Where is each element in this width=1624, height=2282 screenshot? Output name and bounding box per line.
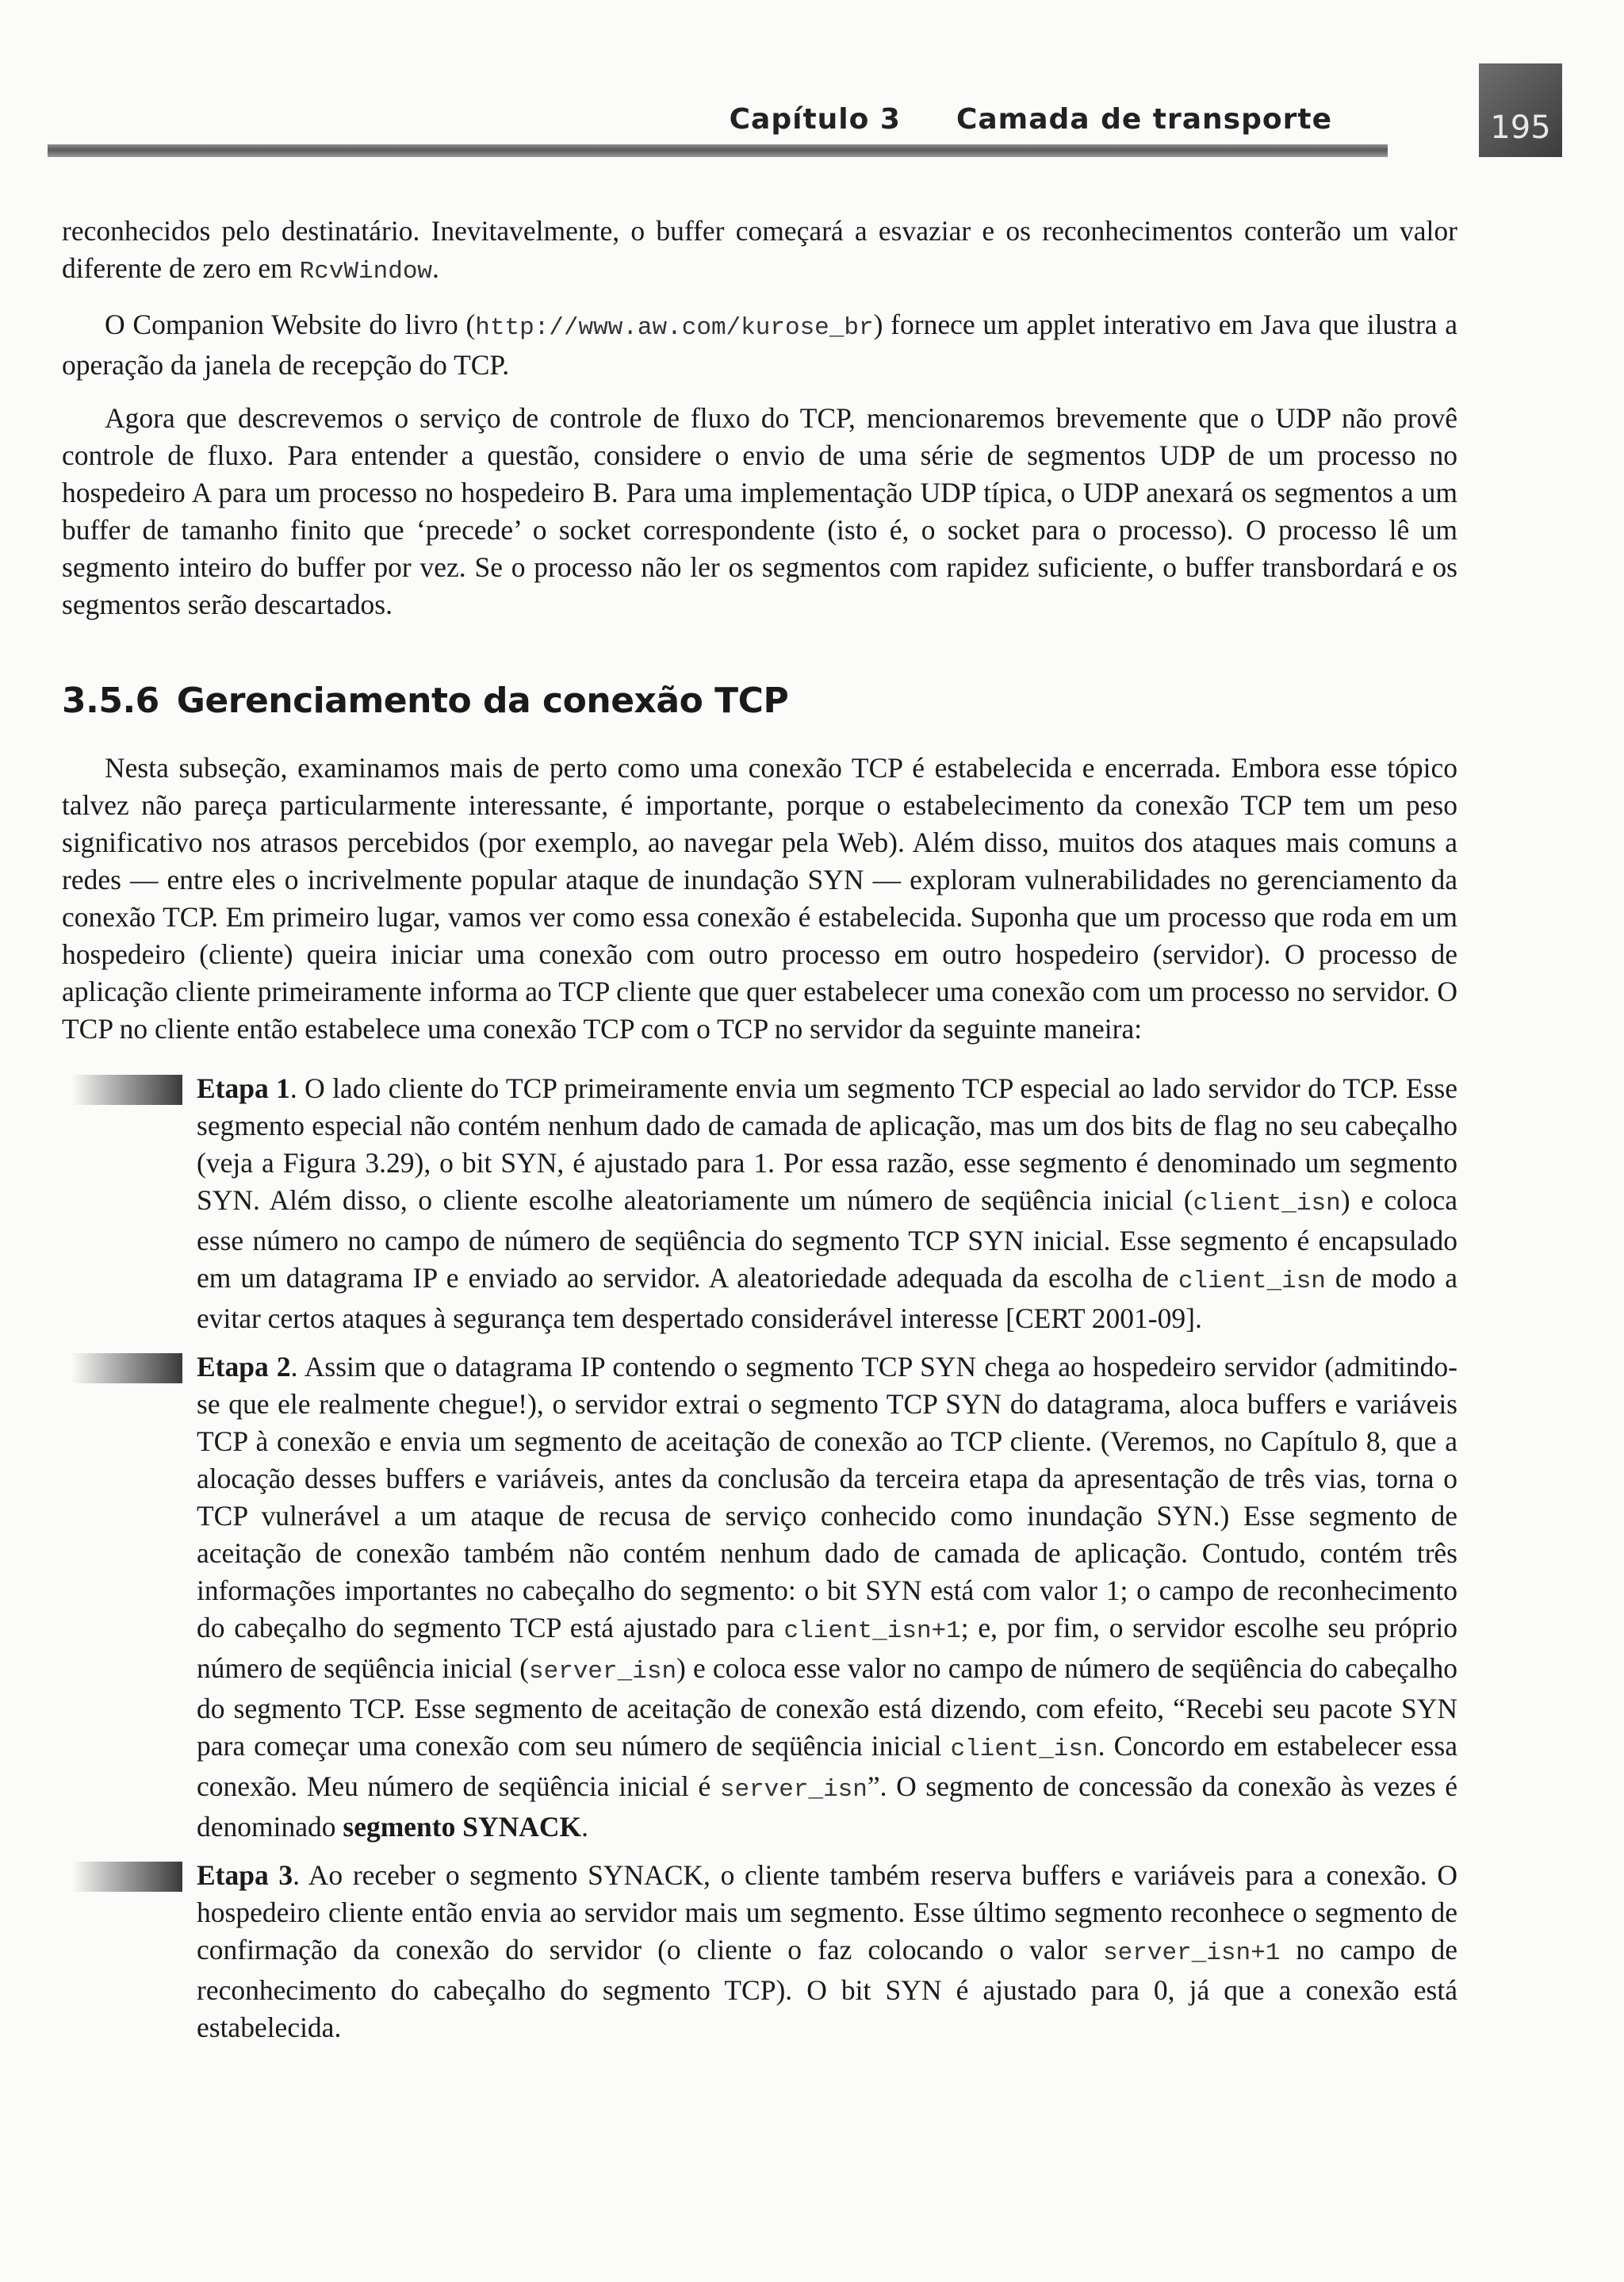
text-run: reconhecidos pelo destinatário. Inevitavelmente, o buffer começará a esvaziar e os reconhecimentos conterão um valor diferente de zero em: [62, 215, 1457, 284]
text-run: no campo de reconhecimento do cabeçalho do segmento TCP). O bit SYN é ajustado para 0, já que a conexão está estabelecida.: [197, 1934, 1457, 2043]
steps-list: [62, 1070, 1457, 2046]
text-run: ”. O segmento de concessão da conexão às vezes é denominado: [197, 1770, 1458, 1843]
chapter-title: Camada de transporte: [956, 103, 1332, 136]
text-run: ; e, por fim, o servidor escolhe seu próprio número de seqüência inicial (: [197, 1612, 1457, 1684]
bold-term: segmento SYNACK: [343, 1811, 582, 1843]
step-label: Etapa 2: [197, 1351, 291, 1383]
step-item: [62, 1348, 1457, 1846]
text-run: . Concordo em estabelecer essa conexão. Meu número de seqüência inicial é: [197, 1730, 1457, 1802]
running-header: [48, 95, 1562, 160]
paragraph: [62, 400, 1457, 623]
code-text: server_isn: [529, 1658, 677, 1686]
text-run: . Assim que o datagrama IP contendo o segmento TCP SYN chega ao hospedeiro servidor (admitindo-se que ele realmente chegue!), o servidor extrai o segmento TCP SYN do datagrama, aloca buffers e variáveis TCP à conexão e envia um segmento de aceitação de conexão ao TCP cliente. (Veremos, no Capítulo 8, que a alocação desses buffers e variáveis, antes da conclusão da terceira etapa da apresentação de três vias, torna o TCP vulnerável a um ataque de recusa de serviço conhecido como inundação SYN.) Esse segmento de aceitação de conexão também não contém nenhum dado de camada de aplicação. Contudo, contém três informações importantes no cabeçalho do segmento: o bit SYN está com valor 1; o campo de reconhecimento do cabeçalho do segmento TCP está ajustado para: [197, 1351, 1457, 1643]
step-label: Etapa 3: [197, 1859, 293, 1891]
page-number: 195: [1490, 109, 1551, 146]
header-rule: [48, 144, 1388, 157]
text-run: O Companion Website do livro (: [105, 309, 476, 340]
code-text: server_isn+1: [1103, 1939, 1281, 1967]
text-run: . Ao receber o segmento SYNACK, o cliente também reserva buffers e variáveis para a conexão. O hospedeiro cliente então envia ao servidor mais um segmento. Esse último segmento reconhece o segmento de confirmação da conexão do servidor (o cliente o faz colocando o valor: [197, 1859, 1457, 1966]
paragraph: [62, 213, 1457, 290]
step-marker: [71, 1353, 182, 1383]
page-number-box: [1479, 63, 1562, 157]
header-text: [730, 103, 1332, 136]
text-run: Nesta subseção, examinamos mais de perto como uma conexão TCP é estabelecida e encerrada. Embora esse tópico talvez não pareça particularmente interessante, é importante, porque o estabelecimento da conexão TCP tem um peso significativo nos atrasos percebidos (por exemplo, ao navegar pela Web). Além disso, muitos dos ataques mais comuns a redes — entre eles o incrivelmente popular ataque de inundação SYN — exploram vulnerabilidades no gerenciamento da conexão TCP. Em primeiro lugar, vamos ver como essa conexão é estabelecida. Suponha que um processo que roda em um hospedeiro (cliente) queira iniciar uma conexão com outro processo em outro hospedeiro (servidor). O processo de aplicação cliente primeiramente informa ao TCP cliente que quer estabelecer uma conexão com um processo no servidor. O TCP no cliente então estabelece uma conexão TCP com o TCP no servidor da seguinte maneira:: [62, 752, 1457, 1045]
paragraph: [62, 750, 1457, 1048]
section-title: Gerenciamento da conexão TCP: [176, 681, 789, 721]
text-run: .: [432, 252, 439, 284]
code-text: http://www.aw.com/kurose_br: [475, 314, 874, 342]
code-text: client_isn: [1193, 1190, 1341, 1218]
text-run: Agora que descrevemos o serviço de controle de fluxo do TCP, mencionaremos brevemente que o UDP não provê controle de fluxo. Para entender a questão, considere o envio de uma série de segmentos UDP de um processo no hospedeiro A para um processo no hospedeiro B. Para uma implementação UDP típica, o UDP anexará os segmentos a um buffer de tamanho finito que ‘precede’ o socket correspondente (isto é, o socket para o processo). O processo lê um segmento inteiro do buffer por vez. Se o processo não ler os segmentos com rapidez suficiente, o buffer transbordará e os segmentos serão descartados.: [62, 402, 1457, 620]
code-text: client_isn: [950, 1735, 1098, 1763]
code-text: client_isn: [1178, 1268, 1326, 1295]
chapter-label: Capítulo 3: [729, 103, 901, 136]
section-number: 3.5.6: [62, 681, 159, 721]
section-paragraphs: [62, 750, 1457, 1048]
text-run: .: [581, 1811, 588, 1843]
step-item: [62, 1070, 1457, 1337]
page-body: [62, 213, 1457, 2058]
text-run: de modo a evitar certos ataques à segurança tem despertado considerável interesse [CERT 2001-09].: [197, 1262, 1457, 1334]
code-text: client_isn+1: [783, 1617, 961, 1645]
step-marker: [71, 1075, 182, 1105]
text-run: ) e coloca esse valor no campo de número de seqüência do cabeçalho do segmento TCP. Esse segmento de aceitação de conexão está dizendo, com efeito, “Recebi seu pacote SYN para começar uma conexão com seu número de seqüência inicial: [197, 1652, 1457, 1762]
step-marker: [71, 1862, 182, 1892]
code-text: server_isn: [719, 1776, 868, 1804]
text-run: . O lado cliente do TCP primeiramente envia um segmento TCP especial ao lado servidor do TCP. Esse segmento especial não contém nenhum dado de camada de aplicação, mas um dos bits de flag no seu cabeçalho (veja a Figura 3.29), o bit SYN, é ajustado para 1. Por essa razão, esse segmento é denominado um segmento SYN. Além disso, o cliente escolhe aleatoriamente um número de seqüência inicial (: [197, 1072, 1457, 1216]
section-heading: [62, 682, 1457, 719]
text-run: ) fornece um applet interativo em Java que ilustra a operação da janela de recepção do TCP.: [62, 309, 1457, 381]
intro-paragraphs: [62, 213, 1457, 623]
code-text: RcvWindow: [299, 258, 433, 286]
step-label: Etapa 1: [197, 1072, 290, 1104]
text-run: ) e coloca esse número no campo de número de seqüência do segmento TCP SYN inicial. Esse segmento é encapsulado em um datagrama IP e enviado ao servidor. A aleatoriedade adequada da escolha de: [197, 1184, 1457, 1294]
step-item: [62, 1857, 1457, 2046]
paragraph: [62, 306, 1457, 384]
